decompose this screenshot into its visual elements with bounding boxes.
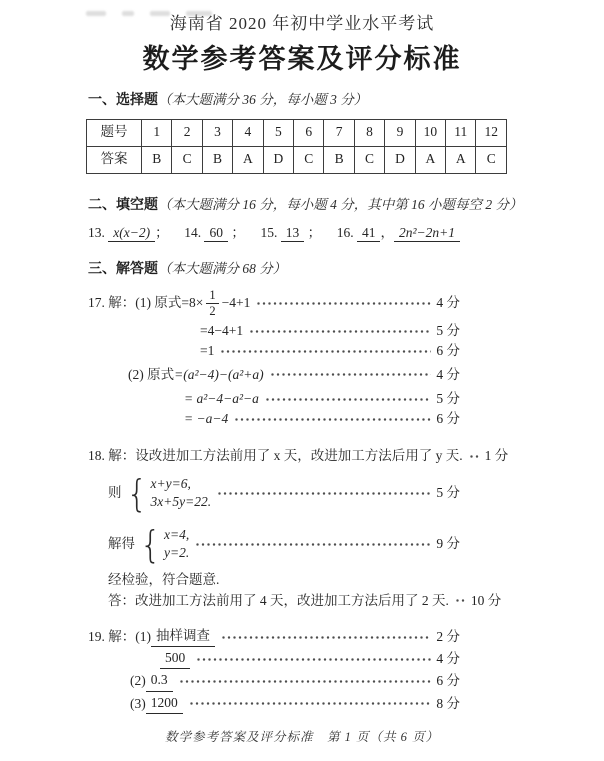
q18-check-text: 经检验，符合题意.: [108, 571, 220, 587]
answer-cell: C: [294, 146, 324, 173]
q17-step-1-expression: [88, 289, 250, 318]
question-number-cell: 12: [476, 119, 507, 146]
question-number-cell: 6: [294, 119, 324, 146]
question-number-cell: 2: [172, 119, 202, 146]
q18-check-line: [108, 571, 460, 589]
question-number-cell: 4: [233, 119, 263, 146]
section-choice-label: 一、选择题: [88, 91, 158, 108]
q18-answer-line: [108, 592, 502, 610]
dot-leader: [222, 636, 431, 639]
q18-solution-content: [108, 522, 190, 567]
fraction-numerator: 1: [206, 289, 218, 304]
answer-cell: A: [446, 146, 476, 173]
q17-part2-step-1-expression: [128, 366, 264, 384]
answer-cell: C: [172, 146, 202, 173]
question-number-cell: 10: [415, 119, 445, 146]
choice-answers-table: [86, 119, 507, 174]
q19-part2-line: [130, 671, 460, 691]
answer-cell: B: [324, 146, 354, 173]
fill-item-separator: ；: [307, 224, 322, 240]
q18-solution-equations: [164, 527, 189, 562]
dot-leader: [196, 543, 431, 546]
q17-step-1-suffix: −4+1: [221, 295, 251, 311]
q17-step-2-expression: =4−4+1: [200, 323, 244, 339]
q19-part3-line: [130, 694, 460, 714]
equation-line: x=4,: [164, 527, 190, 543]
dot-leader: [266, 398, 431, 401]
dot-leader: [271, 373, 432, 376]
score-label: 4 分: [436, 295, 460, 311]
dot-leader: [221, 350, 431, 353]
dot-leader: [197, 658, 431, 661]
q18-setup-text: 18. 解：设改进加工方法前用了 x 天，改进加工方法后用了 y 天.: [88, 448, 463, 464]
section-choice-heading: [88, 90, 604, 109]
fill-item-14: [184, 224, 245, 242]
score-label: 5 分: [436, 323, 460, 339]
section-fill-label: 二、填空题: [88, 195, 158, 212]
q18-system-equations: [151, 476, 212, 511]
q17-step-3-expression: =1: [200, 343, 215, 359]
q17-part2-step-2-expression: = a²−4−a²−a: [184, 390, 259, 406]
answer-cell: D: [263, 146, 293, 173]
fill-item-13: [88, 224, 169, 242]
fill-item-separator: ；: [231, 224, 245, 240]
q17-part2-step-3-expression: = −a−4: [184, 411, 229, 427]
q18-system-label: 则: [108, 485, 122, 501]
fill-item-16: [337, 224, 460, 242]
table-row-question-numbers: [87, 119, 507, 146]
scan-artifact: [86, 11, 212, 16]
fill-item-separator: ，: [380, 224, 394, 240]
question-number-cell: 5: [263, 119, 293, 146]
fill-item-number: 13.: [88, 224, 109, 240]
fraction-one-half: [206, 289, 218, 318]
q18-solution-label: 解得: [108, 536, 135, 552]
fill-item-number: 16.: [336, 224, 357, 240]
equation-line: 3x+5y=22.: [150, 494, 212, 510]
fill-item-answer: 13: [281, 225, 305, 242]
fill-item-answer: x(x−2): [108, 225, 155, 242]
question-number-cell: 11: [446, 119, 476, 146]
dot-leader: [218, 492, 431, 495]
row-header-answer: 答案: [87, 146, 142, 173]
section-solve-heading: [88, 259, 604, 278]
score-label: 4 分: [436, 651, 460, 667]
dot-leader: [250, 330, 431, 333]
q19-part1b-line: [160, 649, 460, 669]
question-number-cell: 3: [202, 119, 232, 146]
left-brace: {: [140, 522, 161, 567]
score-label: 2 分: [436, 629, 460, 644]
q17-part2-step-2: [184, 390, 460, 408]
question-number-cell: 7: [324, 119, 354, 146]
answer-cell: A: [415, 146, 445, 173]
q17-step-1: [88, 287, 460, 319]
q19-part3-prefix: (3): [130, 695, 146, 711]
dot-leader: [470, 455, 480, 458]
fill-item-separator: ；: [155, 224, 169, 240]
q18-setup-line: [88, 447, 509, 465]
q19-part2-prefix: (2): [130, 673, 146, 689]
section-choice-note: （本大题满分 36 分，每小题 3 分）: [158, 92, 368, 108]
question-18-block: [88, 447, 509, 610]
page-footer: 数学参考答案及评分标准 第 1 页（共 6 页）: [164, 729, 439, 744]
table-row-answers: [87, 146, 507, 173]
q19-part1-content: [88, 627, 215, 647]
question-number-cell: 8: [354, 119, 384, 146]
q17-step-1-prefix: 17. 解：(1) 原式=8×: [88, 295, 204, 311]
fraction-denominator: 2: [209, 303, 216, 318]
score-label: 1 分: [484, 448, 509, 464]
q17-part2-step-1: [128, 366, 460, 384]
q19-part1b-answer: 500: [160, 649, 190, 669]
answer-cell: A: [233, 146, 263, 173]
q19-part3-content: [130, 694, 183, 714]
q18-answer-text: 答：改进加工方法前用了 4 天，改进加工方法后用了 2 天.: [108, 592, 449, 608]
dot-leader: [257, 302, 431, 305]
q17-step-3: [200, 342, 460, 360]
answer-cell: D: [385, 146, 415, 173]
dot-leader: [180, 680, 432, 683]
dot-leader: [456, 599, 466, 602]
document-title: 数学参考答案及评分标准: [142, 43, 462, 74]
q19-part1b-content: [160, 649, 190, 669]
question-19-block: [88, 627, 460, 714]
q19-part3-answer: 1200: [146, 694, 183, 714]
score-label: 4 分: [436, 366, 460, 382]
score-label: 6 分: [436, 343, 460, 359]
q18-solution-system: [108, 524, 460, 566]
fill-item-answer: 41: [357, 225, 381, 242]
q17-part2-math: =(a²−4)−(a²+a): [174, 366, 264, 382]
q18-equation-system: [108, 473, 460, 515]
fill-item-answer-2: 2n²−2n+1: [394, 225, 460, 242]
question-17-block: [88, 287, 460, 428]
score-label: 8 分: [436, 695, 460, 711]
q18-system-content: [108, 471, 212, 516]
dot-leader: [235, 418, 431, 421]
score-label: 6 分: [436, 673, 460, 689]
q19-part1-answer: 抽样调查: [151, 627, 215, 647]
exam-title: 海南省 2020 年初中学业水平考试: [169, 14, 435, 33]
equation-line: y=2.: [164, 545, 190, 561]
score-label: 6 分: [436, 411, 460, 427]
answer-key-page: [0, 13, 604, 761]
fill-answers-line: [88, 224, 460, 242]
answer-cell: C: [476, 146, 507, 173]
question-number-cell: 1: [142, 119, 172, 146]
score-label: 5 分: [436, 485, 460, 501]
left-brace: {: [126, 471, 148, 516]
section-solve-label: 三、解答题: [88, 260, 158, 277]
q19-part2-answer: 0.3: [146, 671, 173, 691]
fill-item-number: 14.: [184, 224, 205, 240]
equation-line: x+y=6,: [150, 476, 191, 492]
section-solve-note: （本大题满分 68 分）: [158, 261, 287, 277]
fill-item-number: 15.: [260, 224, 281, 240]
q17-part2-step-3: [184, 410, 460, 428]
q17-step-2: [200, 322, 460, 340]
q17-part2-prefix: (2) 原式: [128, 366, 175, 382]
score-label: 9 分: [436, 536, 460, 552]
score-label: 10 分: [470, 592, 502, 608]
fill-item-15: [260, 224, 321, 242]
row-header-question-number: 题号: [87, 119, 142, 146]
q19-part2-content: [130, 671, 173, 691]
answer-cell: B: [142, 146, 172, 173]
answer-cell: B: [202, 146, 232, 173]
section-fill-note: （本大题满分 16 分，每小题 4 分，其中第 16 小题每空 2 分）: [158, 196, 523, 212]
dot-leader: [190, 702, 432, 705]
question-number-cell: 9: [385, 119, 415, 146]
score-label: 5 分: [436, 390, 460, 406]
answer-cell: C: [354, 146, 384, 173]
fill-item-answer: 60: [204, 225, 228, 242]
q19-part1-prefix: 19. 解：(1): [88, 629, 151, 644]
section-fill-heading: [88, 195, 604, 214]
q19-part1-line: [88, 627, 460, 647]
